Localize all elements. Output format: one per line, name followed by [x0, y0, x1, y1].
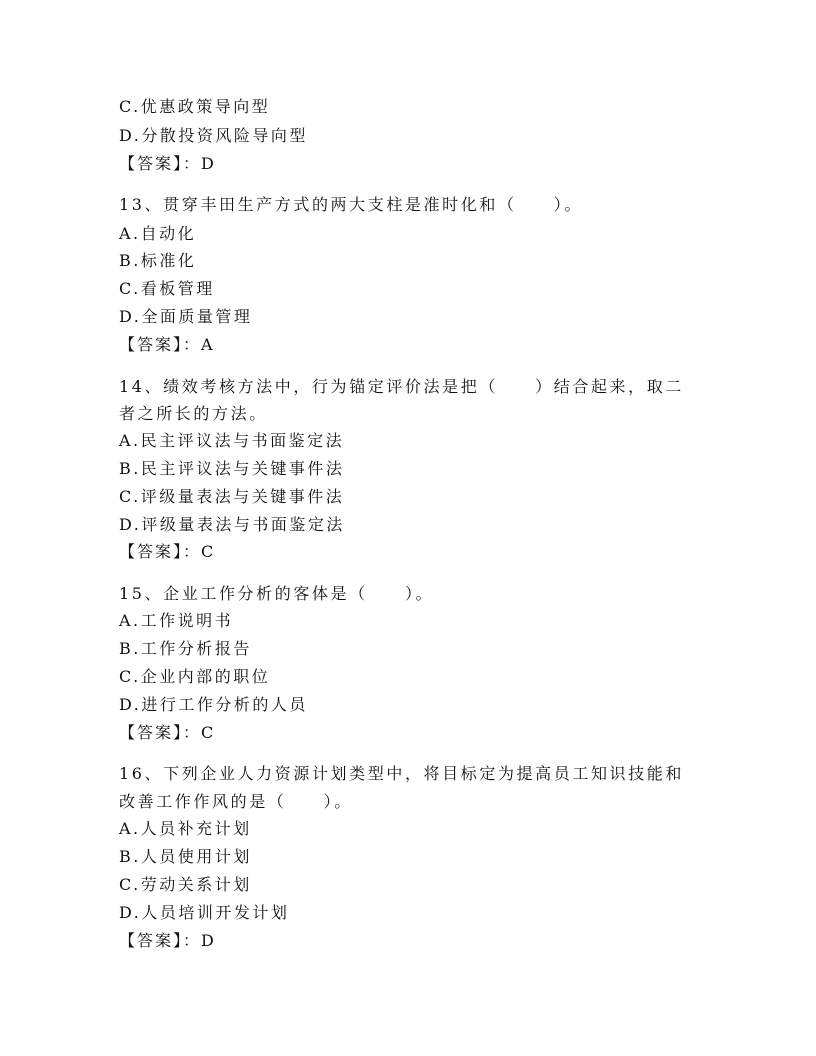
question-13-text: 13、贯穿丰田生产方式的两大支柱是准时化和（ ）。 [119, 195, 583, 214]
option-b: B.标准化 [119, 251, 197, 270]
option-c: C.评级量表法与关键事件法 [119, 487, 345, 506]
option-a: A.人员补充计划 [119, 819, 252, 838]
question-15-text: 15、企业工作分析的客体是（ ）。 [119, 584, 435, 603]
question-14-text-cont: 者之所长的方法。 [119, 404, 268, 423]
option-b: B.工作分析报告 [119, 639, 252, 658]
option-a: A.工作说明书 [119, 611, 234, 630]
answer-line: 【答案】：C [119, 723, 216, 742]
option-c: C.优惠政策导向型 [119, 97, 271, 116]
question-14-text: 14、绩效考核方法中，行为锚定评价法是把（ ）结合起来，取二 [119, 377, 684, 396]
answer-line: 【答案】：D [119, 154, 216, 173]
option-d: D.分散投资风险导向型 [119, 126, 308, 145]
option-c: C.企业内部的职位 [119, 667, 271, 686]
question-16-text-cont: 改善工作作风的是（ ）。 [119, 792, 353, 811]
option-d: D.评级量表法与书面鉴定法 [119, 515, 345, 534]
option-d: D.全面质量管理 [119, 307, 253, 326]
option-a: A.自动化 [119, 224, 197, 243]
option-c: C.看板管理 [119, 279, 215, 298]
answer-line: 【答案】：D [119, 931, 216, 950]
option-d: D.进行工作分析的人员 [119, 695, 308, 714]
option-c: C.劳动关系计划 [119, 875, 252, 894]
answer-line: 【答案】：A [119, 335, 215, 354]
option-a: A.民主评议法与书面鉴定法 [119, 431, 345, 450]
option-b: B.民主评议法与关键事件法 [119, 459, 345, 478]
question-16-text: 16、下列企业人力资源计划类型中，将目标定为提高员工知识技能和 [119, 764, 684, 783]
option-b: B.人员使用计划 [119, 847, 252, 866]
answer-line: 【答案】：C [119, 542, 216, 561]
option-d: D.人员培训开发计划 [119, 903, 290, 922]
